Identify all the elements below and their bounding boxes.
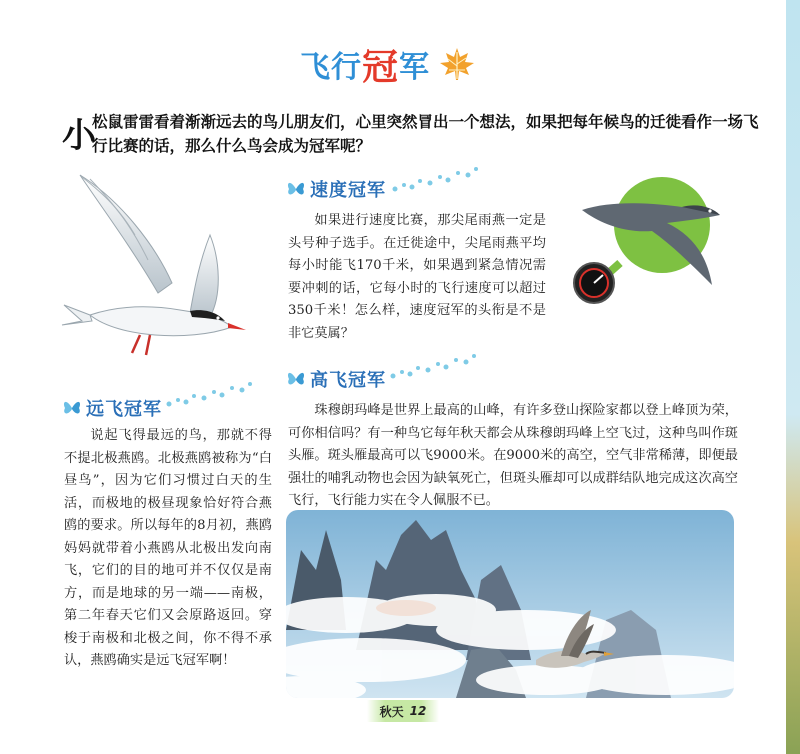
intro-drop-cap: 小 [62, 116, 96, 156]
title-part-2: 冠 [362, 46, 400, 88]
page-edge-strip [786, 0, 800, 754]
footer-season-label: 秋天 [379, 704, 404, 719]
title-part-3: 军 [399, 50, 431, 85]
page-title [300, 40, 476, 88]
speed-section-body: 如果进行速度比赛，那尖尾雨燕一定是头号种子选手。在迁徙途中，尖尾雨燕平均每小时能飞170千米，如果遇到紧急情况需要冲刺的话，它每小时的飞行速度可以超过350千米！怎么样，速度冠军的头衔是不是非它莫属？ [288, 213, 546, 341]
butterfly-icon [62, 398, 82, 418]
page-number: 12 [409, 704, 427, 718]
decorative-dots [388, 352, 478, 382]
distance-section-title: 远飞冠军 [86, 399, 162, 420]
page-footer [367, 700, 439, 722]
height-section-body: 珠穆朗玛峰是世界上最高的山峰，有许多登山探险家都以登上峰顶为荣，可你相信吗？有一种鸟它每年秋天都会从珠穆朗玛峰上空飞过，这种鸟叫作斑头雁。斑头雁最高可以飞9000米。在9000米的高空，空气非常稀薄，即便最强壮的哺乳动物也会因为缺氧死亡，但斑头雁却可以成群结队地完成这次高空飞行，飞行能力实在令人佩服不已。 [288, 403, 738, 508]
height-section-title: 高飞冠军 [310, 370, 386, 391]
decorative-dots [164, 380, 254, 410]
height-section-heading [286, 366, 386, 392]
swift-illustration [572, 175, 732, 305]
arctic-tern-illustration [60, 165, 250, 365]
intro-text: 松鼠雷雷看着渐渐远去的鸟儿朋友们，心里突然冒出一个想法，如果把每年候鸟的迁徙看作一场飞行比赛的话，那么什么鸟会成为冠军呢？ [92, 112, 759, 155]
maple-leaf-icon [438, 46, 476, 82]
title-part-1: 飞行 [300, 50, 362, 85]
decorative-dots [390, 165, 480, 195]
distance-section-heading [62, 395, 162, 421]
speed-section-title: 速度冠军 [310, 180, 386, 201]
butterfly-icon [286, 369, 306, 389]
speed-section-heading [286, 176, 386, 202]
intro-paragraph [62, 110, 762, 158]
mountain-goose-illustration [286, 510, 734, 698]
distance-section-body: 说起飞得最远的鸟，那就不得不提北极燕鸥。北极燕鸥被称为“白昼鸟”，因为它们习惯过白天的生活，而极地的极昼现象恰好符合燕鸥的要求。所以每年的8月初，燕鸥妈妈就带着小燕鸥从北极出发向南飞，它们的目的地可并不仅仅是南方，而是地球的另一端——南极，第二年春天它们又会原路返回。穿梭于南极和北极之间，你不得不承认，燕鸥确实是远飞冠军啊！ [64, 428, 272, 668]
butterfly-icon [286, 179, 306, 199]
